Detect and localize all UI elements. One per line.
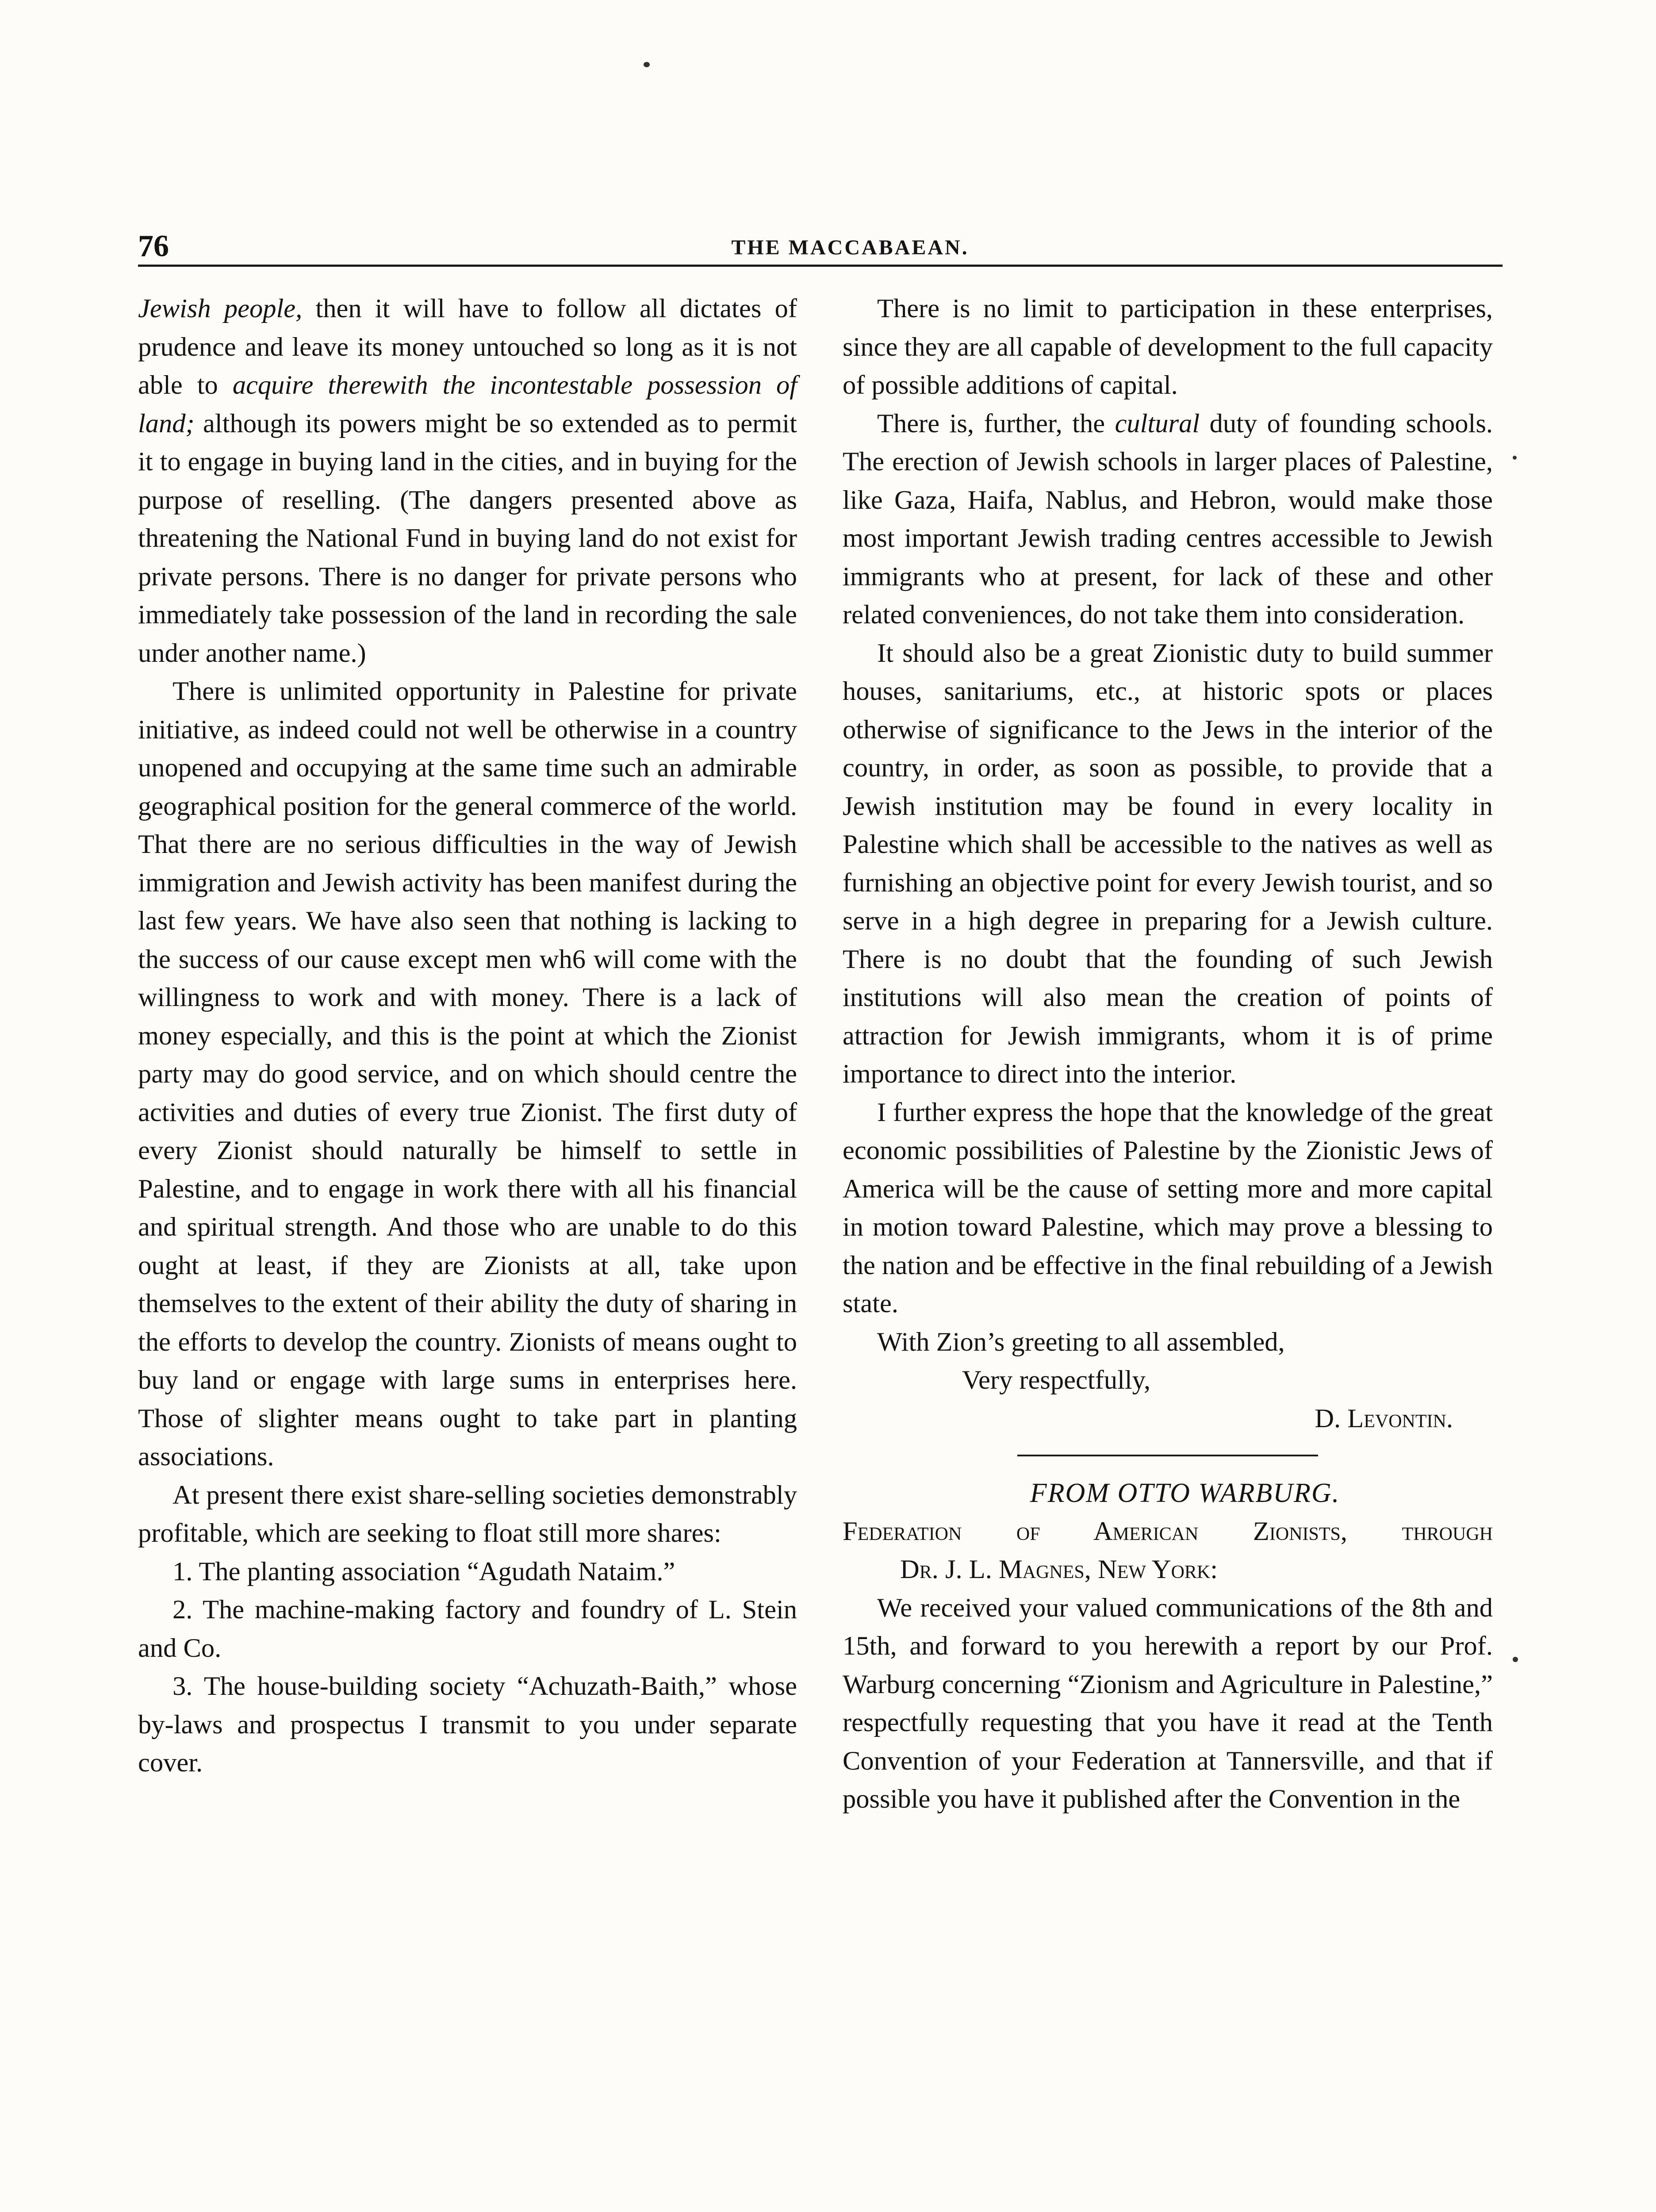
right-column (843, 290, 1493, 1819)
running-title: THE MACCABAEAN. (731, 236, 969, 259)
left-column (138, 290, 797, 1782)
paragraph: There is unlimited opportunity in Palestine for private initiative, as indeed could not well be otherwise in a country unopened and occupying at the same time such an admirable geographical position for the general commerce of the world. That there are no serious difficulties in the way of Jewish immigration and Jewish activity has been manifest during the last few years. We have also seen that nothing is lacking to the success of our cause except men wh6 will come with the willingness to work and with money. There is a lack of money especially, and this is the point at which the Zionist party may do good service, and on which should centre the activities and duties of every true Zionist. The first duty of every Zionist should naturally be himself to settle in Palestine, and to engage in work there with all his financial and spiritual strength. And those who are unable to do this ought at least, if they are Zionists at all, take upon themselves to the extent of their ability the duty of sharing in the efforts to develop the country. Zionists of means ought to buy land or engage with large sums in enterprises here. Those of slighter means ought to take part in planting associations. (138, 676, 797, 1471)
closing-respect: Very respectfully, (962, 1365, 1151, 1395)
address-line: Federation of American Zionists, through (843, 1516, 1493, 1546)
emphasis: acquire therewith the incontestable possession of land; (138, 370, 797, 438)
emphasis: Jewish people, (138, 294, 303, 323)
section-divider (1017, 1455, 1318, 1456)
emphasis: cultural (1115, 408, 1200, 438)
address-line: Dr. J. L. Magnes, New York: (900, 1555, 1218, 1584)
paragraph: I further express the hope that the knowledge of the great economic possibilities of Palestine by the Zionistic Jews of America will be the cause of setting more and more capital in motion toward Palestine, which may prove a blessing to the nation and be effective in the final rebuilding of a Jewish state. (843, 1097, 1493, 1318)
header-rule (138, 265, 1503, 267)
list-item: 3. The house-building society “Achuzath-Baith,” whose by-laws and prospectus I transmit to you under separate cover. (138, 1671, 797, 1778)
paragraph: There is no limit to participation in these enterprises, since they are all capable of development to the full capacity of possible additions of capital. (843, 294, 1493, 400)
list-item: 1. The planting association “Agudath Nataim.” (172, 1556, 675, 1586)
paragraph: We received your valued communications of the 8th and 15th, and forward to you herewith a report by our Prof. Warburg concerning “Zionism and Agriculture in Palestine,” respectfully requesting that you have it read at the Tenth Convention of your Federation at Tannersville, and that if possible you have it published after the Convention in the (843, 1593, 1493, 1814)
page-header (138, 228, 1503, 265)
paragraph: There is, further, the cultural duty of founding schools. The erection of Jewish schools in larger places of Palestine, like Gaza, Haifa, Nablus, and Hebron, would make those most important Jewish trading centres accessible to Jewish immigrants who at present, for lack of these and other related conveniences, do not take them into consideration. (843, 408, 1493, 630)
paragraph: It should also be a great Zionistic duty to build summer houses, sanitariums, etc., at historic spots or places otherwise of significance to the Jews in the interior of the country, in order, as soon as possible, to provide that a Jewish institution may be found in every locality in Palestine which shall be accessible to the natives as well as furnishing an objective point for every Jewish tourist, and so serve in a high degree in preparing for a Jewish culture. There is no doubt that the founding of such Jewish institutions will also mean the creation of points of attraction for Jewish immigrants, whom it is of prime importance to direct into the interior. (843, 638, 1493, 1089)
letter-closing (843, 1323, 1493, 1438)
closing-greeting: With Zion’s greeting to all assembled, (877, 1327, 1285, 1357)
letter-address (843, 1513, 1493, 1589)
paragraph: At present there exist share-selling societies demonstrably profitable, which are seeking to float still more shares: (138, 1480, 797, 1548)
signature: D. Levontin. (1315, 1403, 1453, 1433)
scan-speck (644, 62, 650, 67)
list-item: 2. The machine-making factory and foundry of L. Stein and Co. (138, 1595, 797, 1663)
page-number: 76 (138, 229, 169, 263)
scan-speck (1513, 456, 1517, 460)
section-title: FROM OTTO WARBURG. (1030, 1478, 1340, 1508)
scan-speck (1513, 1657, 1518, 1662)
paragraph: Jewish people, then it will have to follow all dictates of prudence and leave its money untouched so long as it is not able to acquire therewith the incontestable possession of land; although its powers might be so extended as to permit it to engage in buying land in the cities, and in buying for the purpose of reselling. (The dangers presented above as threatening the National Fund in buying land do not exist for private persons. There is no danger for private persons who immediately take possession of the land in recording the sale under another name.) (138, 294, 797, 668)
